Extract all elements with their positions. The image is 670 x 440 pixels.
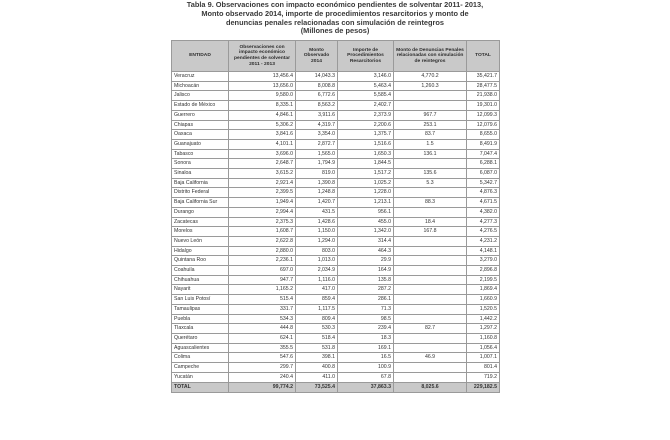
cell-monto-observado: 400.8: [296, 363, 338, 373]
cell-entidad: San Luis Potosí: [172, 295, 229, 305]
totals-row: [172, 382, 500, 392]
cell-denuncias: 5.3: [394, 178, 467, 188]
cell-monto-observado: 1,294.0: [296, 236, 338, 246]
cell-total: 2,896.8: [467, 266, 500, 276]
cell-importe: 464.3: [338, 246, 394, 256]
table-row: [172, 81, 500, 91]
table-row: [172, 353, 500, 363]
cell-entidad: Campeche: [172, 363, 229, 373]
table-row: [172, 217, 500, 227]
cell-observaciones: 1,608.7: [229, 227, 296, 237]
cell-total: 8,655.0: [467, 130, 500, 140]
cell-importe: 16.5: [338, 353, 394, 363]
header-monto-observado: Monto Observado 2014: [296, 41, 338, 72]
cell-monto-observado: 809.4: [296, 314, 338, 324]
cell-monto-observado: 1,248.8: [296, 188, 338, 198]
table-row: [172, 304, 500, 314]
cell-entidad: Zacatecas: [172, 217, 229, 227]
cell-entidad: Chihuahua: [172, 275, 229, 285]
cell-denuncias: 83.7: [394, 130, 467, 140]
cell-denuncias: 253.1: [394, 120, 467, 130]
table-row: [172, 372, 500, 382]
cell-total: 4,276.5: [467, 227, 500, 237]
cell-importe: 98.5: [338, 314, 394, 324]
cell-observaciones: 624.1: [229, 333, 296, 343]
totals-denuncias: 8,025.6: [394, 382, 467, 392]
cell-denuncias: 4,770.2: [394, 72, 467, 82]
cell-observaciones: 515.4: [229, 295, 296, 305]
cell-importe: 956.1: [338, 207, 394, 217]
cell-total: 4,671.5: [467, 198, 500, 208]
table-row: [172, 207, 500, 217]
cell-observaciones: 13,656.0: [229, 81, 296, 91]
caption-title-line-2: Monto observado 2014, importe de procedimientos resarcitorios y monto de: [201, 8, 469, 18]
cell-monto-observado: 859.4: [296, 295, 338, 305]
cell-importe: 314.4: [338, 236, 394, 246]
cell-importe: 169.1: [338, 343, 394, 353]
cell-entidad: Guerrero: [172, 110, 229, 120]
header-denuncias: Monto de Denuncias Penales relacionadas con simulación de reintegros: [394, 41, 467, 72]
cell-denuncias: 1,260.3: [394, 81, 467, 91]
cell-total: 35,421.7: [467, 72, 500, 82]
cell-importe: 5,463.4: [338, 81, 394, 91]
cell-denuncias: 1.5: [394, 139, 467, 149]
cell-monto-observado: 1,116.0: [296, 275, 338, 285]
cell-monto-observado: 1,117.5: [296, 304, 338, 314]
cell-total: 1,160.8: [467, 333, 500, 343]
table-row: [172, 285, 500, 295]
cell-denuncias: 82.7: [394, 324, 467, 334]
cell-denuncias: [394, 91, 467, 101]
cell-entidad: Morelos: [172, 227, 229, 237]
table-row: [172, 324, 500, 334]
cell-monto-observado: 2,034.9: [296, 266, 338, 276]
cell-entidad: Tlaxcala: [172, 324, 229, 334]
table-row: [172, 246, 500, 256]
cell-entidad: Baja California Sur: [172, 198, 229, 208]
table-row: [172, 91, 500, 101]
cell-importe: 67.8: [338, 372, 394, 382]
table-row: [172, 149, 500, 159]
table-row: [172, 256, 500, 266]
cell-monto-observado: 417.0: [296, 285, 338, 295]
cell-denuncias: 88.3: [394, 198, 467, 208]
table-row: [172, 188, 500, 198]
cell-observaciones: 2,648.7: [229, 159, 296, 169]
cell-observaciones: 1,949.4: [229, 198, 296, 208]
totals-importe: 37,863.3: [338, 382, 394, 392]
cell-total: 6,087.0: [467, 169, 500, 179]
cell-importe: 455.0: [338, 217, 394, 227]
cell-total: 21,938.0: [467, 91, 500, 101]
cell-importe: 1,517.2: [338, 169, 394, 179]
table-row: [172, 266, 500, 276]
cell-entidad: Coahuila: [172, 266, 229, 276]
cell-denuncias: 967.7: [394, 110, 467, 120]
cell-total: 19,301.0: [467, 101, 500, 111]
cell-denuncias: [394, 266, 467, 276]
header-observaciones: Observaciones con impacto económico pendientes de solventar 2011 - 2013: [229, 41, 296, 72]
cell-monto-observado: 518.4: [296, 333, 338, 343]
table-row: [172, 169, 500, 179]
table-header-row: [172, 41, 500, 72]
cell-observaciones: 13,456.4: [229, 72, 296, 82]
cell-total: 4,148.1: [467, 246, 500, 256]
cell-observaciones: 2,236.1: [229, 256, 296, 266]
cell-total: 4,876.3: [467, 188, 500, 198]
cell-observaciones: 947.7: [229, 275, 296, 285]
cell-monto-observado: 1,390.8: [296, 178, 338, 188]
cell-monto-observado: 6,772.6: [296, 91, 338, 101]
cell-denuncias: 46.9: [394, 353, 467, 363]
header-entidad: ENTIDAD: [172, 41, 229, 72]
cell-denuncias: [394, 188, 467, 198]
cell-observaciones: 3,841.6: [229, 130, 296, 140]
cell-importe: 29.9: [338, 256, 394, 266]
table-row: [172, 130, 500, 140]
totals-observaciones: 99,774.2: [229, 382, 296, 392]
cell-total: 4,382.0: [467, 207, 500, 217]
cell-entidad: Estado de México: [172, 101, 229, 111]
cell-total: 801.4: [467, 363, 500, 373]
cell-denuncias: [394, 363, 467, 373]
cell-total: 1,056.4: [467, 343, 500, 353]
cell-total: 719.2: [467, 372, 500, 382]
data-table: [171, 40, 500, 393]
cell-observaciones: 3,615.2: [229, 169, 296, 179]
cell-denuncias: [394, 236, 467, 246]
cell-importe: 2,200.6: [338, 120, 394, 130]
cell-monto-observado: 431.5: [296, 207, 338, 217]
cell-monto-observado: 4,319.7: [296, 120, 338, 130]
cell-observaciones: 299.7: [229, 363, 296, 373]
cell-denuncias: [394, 285, 467, 295]
cell-denuncias: [394, 304, 467, 314]
totals-label: TOTAL: [172, 382, 229, 392]
cell-observaciones: 1,165.2: [229, 285, 296, 295]
cell-denuncias: [394, 101, 467, 111]
cell-importe: 1,844.5: [338, 159, 394, 169]
cell-entidad: Durango: [172, 207, 229, 217]
cell-denuncias: 136.1: [394, 149, 467, 159]
cell-total: 1,297.2: [467, 324, 500, 334]
table-row: [172, 120, 500, 130]
table-row: [172, 198, 500, 208]
table-row: [172, 314, 500, 324]
cell-observaciones: 4,846.1: [229, 110, 296, 120]
cell-total: 28,477.5: [467, 81, 500, 91]
cell-total: 3,279.0: [467, 256, 500, 266]
cell-total: 1,442.2: [467, 314, 500, 324]
cell-importe: 1,650.3: [338, 149, 394, 159]
cell-entidad: Guanajuato: [172, 139, 229, 149]
cell-importe: 1,213.1: [338, 198, 394, 208]
cell-entidad: Distrito Federal: [172, 188, 229, 198]
cell-monto-observado: 2,872.7: [296, 139, 338, 149]
cell-entidad: Veracruz: [172, 72, 229, 82]
caption-units: (Millones de pesos): [300, 26, 370, 36]
cell-entidad: Baja California: [172, 178, 229, 188]
cell-observaciones: 331.7: [229, 304, 296, 314]
cell-importe: 1,375.7: [338, 130, 394, 140]
cell-denuncias: 135.6: [394, 169, 467, 179]
cell-denuncias: 167.8: [394, 227, 467, 237]
table-row: [172, 295, 500, 305]
cell-denuncias: [394, 343, 467, 353]
cell-entidad: Nuevo León: [172, 236, 229, 246]
cell-importe: 71.3: [338, 304, 394, 314]
cell-entidad: Tamaulipas: [172, 304, 229, 314]
cell-importe: 3,146.0: [338, 72, 394, 82]
table-row: [172, 101, 500, 111]
cell-monto-observado: 1,794.9: [296, 159, 338, 169]
cell-denuncias: [394, 246, 467, 256]
cell-observaciones: 2,399.5: [229, 188, 296, 198]
cell-entidad: Querétaro: [172, 333, 229, 343]
cell-importe: 164.9: [338, 266, 394, 276]
table-row: [172, 178, 500, 188]
cell-monto-observado: 531.8: [296, 343, 338, 353]
cell-total: 1,660.9: [467, 295, 500, 305]
cell-observaciones: 2,921.4: [229, 178, 296, 188]
cell-entidad: Tabasco: [172, 149, 229, 159]
cell-total: 6,288.1: [467, 159, 500, 169]
cell-observaciones: 5,306.2: [229, 120, 296, 130]
cell-entidad: Oaxaca: [172, 130, 229, 140]
cell-monto-observado: 398.1: [296, 353, 338, 363]
cell-entidad: Puebla: [172, 314, 229, 324]
totals-total: 229,182.5: [467, 382, 500, 392]
cell-monto-observado: 1,150.0: [296, 227, 338, 237]
cell-denuncias: [394, 314, 467, 324]
cell-total: 4,277.3: [467, 217, 500, 227]
cell-entidad: Michoacán: [172, 81, 229, 91]
cell-entidad: Colima: [172, 353, 229, 363]
cell-total: 1,869.4: [467, 285, 500, 295]
cell-importe: 1,342.0: [338, 227, 394, 237]
cell-denuncias: [394, 333, 467, 343]
cell-monto-observado: 1,013.0: [296, 256, 338, 266]
cell-total: 8,491.9: [467, 139, 500, 149]
totals-monto-observado: 73,525.4: [296, 382, 338, 392]
cell-entidad: Quintana Roo: [172, 256, 229, 266]
cell-entidad: Hidalgo: [172, 246, 229, 256]
cell-entidad: Aguascalientes: [172, 343, 229, 353]
cell-denuncias: [394, 256, 467, 266]
cell-total: 1,007.1: [467, 353, 500, 363]
cell-observaciones: 9,580.0: [229, 91, 296, 101]
cell-entidad: Sonora: [172, 159, 229, 169]
cell-importe: 1,228.0: [338, 188, 394, 198]
cell-denuncias: [394, 207, 467, 217]
cell-importe: 1,025.2: [338, 178, 394, 188]
cell-observaciones: 444.8: [229, 324, 296, 334]
cell-total: 12,079.6: [467, 120, 500, 130]
cell-observaciones: 697.0: [229, 266, 296, 276]
cell-importe: 1,516.6: [338, 139, 394, 149]
table-caption: [0, 1, 670, 36]
cell-observaciones: 2,880.0: [229, 246, 296, 256]
cell-denuncias: [394, 159, 467, 169]
cell-total: 5,342.7: [467, 178, 500, 188]
table-row: [172, 139, 500, 149]
cell-observaciones: 240.4: [229, 372, 296, 382]
cell-observaciones: 2,994.4: [229, 207, 296, 217]
cell-total: 4,231.2: [467, 236, 500, 246]
cell-monto-observado: 803.0: [296, 246, 338, 256]
cell-total: 1,520.5: [467, 304, 500, 314]
header-importe: Importe de Procedimientos Resarcitorios: [338, 41, 394, 72]
cell-total: 7,047.4: [467, 149, 500, 159]
table-row: [172, 72, 500, 82]
cell-observaciones: 534.3: [229, 314, 296, 324]
cell-importe: 100.9: [338, 363, 394, 373]
table-row: [172, 363, 500, 373]
table-row: [172, 275, 500, 285]
cell-observaciones: 3,696.0: [229, 149, 296, 159]
cell-monto-observado: 14,043.3: [296, 72, 338, 82]
cell-denuncias: [394, 275, 467, 285]
cell-monto-observado: 530.3: [296, 324, 338, 334]
cell-monto-observado: 1,420.7: [296, 198, 338, 208]
table-row: [172, 343, 500, 353]
cell-monto-observado: 819.0: [296, 169, 338, 179]
cell-observaciones: 2,375.3: [229, 217, 296, 227]
cell-entidad: Sinaloa: [172, 169, 229, 179]
cell-total: 12,099.3: [467, 110, 500, 120]
header-total: TOTAL: [467, 41, 500, 72]
cell-monto-observado: 3,911.6: [296, 110, 338, 120]
cell-observaciones: 547.6: [229, 353, 296, 363]
caption-title-line-1: Tabla 9. Observaciones con impacto económico pendientes de solventar 2011- 2013,: [186, 0, 484, 9]
cell-observaciones: 8,335.1: [229, 101, 296, 111]
cell-entidad: Yucatán: [172, 372, 229, 382]
cell-observaciones: 2,622.8: [229, 236, 296, 246]
table-row: [172, 159, 500, 169]
cell-denuncias: 18.4: [394, 217, 467, 227]
cell-importe: 5,585.4: [338, 91, 394, 101]
cell-denuncias: [394, 295, 467, 305]
cell-monto-observado: 3,354.0: [296, 130, 338, 140]
cell-denuncias: [394, 372, 467, 382]
table-row: [172, 333, 500, 343]
cell-entidad: Chiapas: [172, 120, 229, 130]
table-row: [172, 110, 500, 120]
cell-importe: 287.2: [338, 285, 394, 295]
cell-observaciones: 355.5: [229, 343, 296, 353]
cell-importe: 239.4: [338, 324, 394, 334]
cell-monto-observado: 1,565.0: [296, 149, 338, 159]
cell-importe: 286.1: [338, 295, 394, 305]
table-row: [172, 227, 500, 237]
cell-observaciones: 4,101.1: [229, 139, 296, 149]
cell-importe: 2,373.9: [338, 110, 394, 120]
cell-monto-observado: 8,563.2: [296, 101, 338, 111]
cell-importe: 2,402.7: [338, 101, 394, 111]
cell-monto-observado: 1,428.6: [296, 217, 338, 227]
caption-title-line-3: denuncias penales relacionadas con simulación de reintegros: [225, 17, 445, 27]
cell-monto-observado: 411.0: [296, 372, 338, 382]
cell-importe: 18.3: [338, 333, 394, 343]
cell-total: 2,199.5: [467, 275, 500, 285]
cell-entidad: Nayarit: [172, 285, 229, 295]
cell-importe: 135.8: [338, 275, 394, 285]
cell-entidad: Jalisco: [172, 91, 229, 101]
table-row: [172, 236, 500, 246]
cell-monto-observado: 8,008.8: [296, 81, 338, 91]
